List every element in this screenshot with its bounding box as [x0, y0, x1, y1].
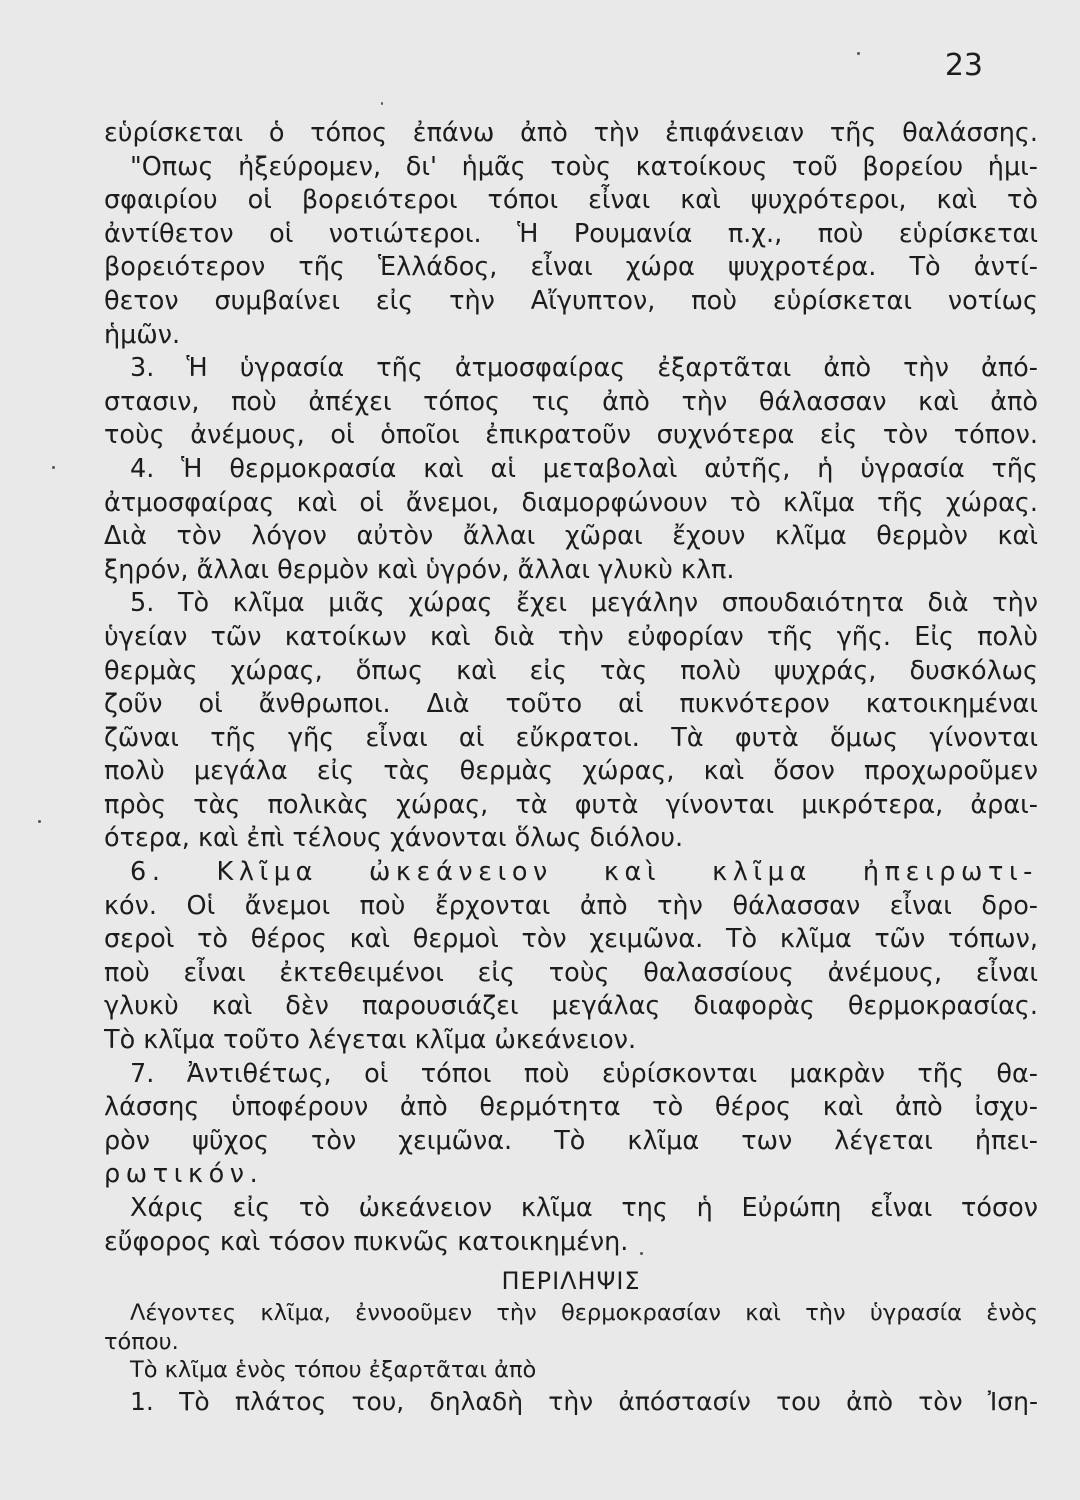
- paper-speck: [640, 1252, 643, 1255]
- text-line: ζοῦν οἱ ἄνθρωποι. Διὰ τοῦτο αἱ πυκνότερον κατοικημέναι: [104, 689, 1038, 720]
- text-line: 4. Ἡ θερμοκρασία καὶ αἱ μεταβολαὶ αὐτῆς, ἡ ὑγρασία τῆς: [130, 453, 1038, 484]
- text-line: "Οπως ἠξεύρομεν, δι' ἡμᾶς τοὺς κατοίκους τοῦ βορείου ἡμι-: [130, 151, 1038, 182]
- text-line: θετον συμβαίνει εἰς τὴν Αἴγυπτον, ποὺ εὑρίσκεται νοτίως: [104, 285, 1038, 316]
- text-line: ότερα, καὶ ἐπὶ τέλους χάνονται ὅλως διόλου.: [104, 823, 684, 854]
- summary-line: τόπου.: [104, 1328, 179, 1355]
- text-line: ἀτμοσφαίρας καὶ οἱ ἄνεμοι, διαμορφώνουν τὸ κλῖμα τῆς χώρας.: [104, 487, 1038, 518]
- text-line: γλυκὺ καὶ δὲν παρουσιάζει μεγάλας διαφορὰς θερμοκρασίας.: [104, 991, 1038, 1022]
- page-number: 23: [944, 48, 983, 83]
- text-line: πρὸς τὰς πολικὰς χώρας, τὰ φυτὰ γίνονται μικρότερα, ἀραι-: [104, 789, 1038, 820]
- text-line: ξηρόν, ἄλλαι θερμὸν καὶ ὑγρόν, ἄλλαι γλυκὺ κλπ.: [104, 554, 735, 585]
- summary-line: 1. Τὸ πλάτος του, δηλαδὴ τὴν ἀπόστασίν του ἀπὸ τὸν Ἰση-: [130, 1386, 1038, 1416]
- body-text: [104, 117, 1038, 1419]
- paper-speck: [381, 102, 383, 105]
- text-line: λάσσης ὑποφέρουν ἀπὸ θερμότητα τὸ θέρος καὶ ἀπὸ ἰσχυ-: [104, 1092, 1038, 1123]
- text-line: Χάρις εἰς τὸ ὠκεάνειον κλῖμα της ἡ Εὐρώπη εἶναι τόσον: [130, 1193, 1038, 1223]
- text-line: Τὸ κλῖμα τοῦτο λέγεται κλῖμα ὠκεάνειον.: [104, 1025, 637, 1056]
- text-line: σφαιρίου οἱ βορειότεροι τόποι εἶναι καὶ ψυχρότεροι, καὶ τὸ: [104, 185, 1038, 216]
- paper-speck: [38, 820, 41, 823]
- text-line: 5. Τὸ κλῖμα μιᾶς χώρας ἔχει μεγάλην σπουδαιότητα διὰ τὴν: [130, 588, 1038, 619]
- text-line: εὑρίσκεται ὁ τόπος ἐπάνω ἀπὸ τὴν ἐπιφάνειαν τῆς θαλάσσης.: [104, 118, 1038, 148]
- text-line: πολὺ μεγάλα εἰς τὰς θερμὰς χώρας, καὶ ὅσον προχωροῦμεν: [104, 756, 1038, 787]
- text-line: κόν. Οἱ ἄνεμοι ποὺ ἔρχονται ἀπὸ τὴν θάλασσαν εἶναι δρο-: [104, 890, 1038, 921]
- text-line: Διὰ τὸν λόγον αὐτὸν ἄλλαι χῶραι ἔχουν κλῖμα θερμὸν καὶ: [104, 521, 1038, 552]
- text-line: θερμὰς χώρας, ὅπως καὶ εἰς τὰς πολὺ ψυχράς, δυσκόλως: [104, 655, 1038, 686]
- summary-heading: ΠΕΡΙΛΗΨΙΣ: [501, 1267, 641, 1296]
- text-line: ρωτικόν.: [104, 1159, 264, 1190]
- text-line: ἡμῶν.: [104, 319, 181, 350]
- text-line: σεροὶ τὸ θέρος καὶ θερμοὶ τὸν χειμῶνα. Τὸ κλῖμα τῶν τόπων,: [104, 924, 1038, 955]
- text-line: 3. Ἡ ὑγρασία τῆς ἀτμοσφαίρας ἐξαρτᾶται ἀπὸ τὴν ἀπό-: [130, 353, 1038, 384]
- text-line: 7. Ἀντιθέτως, οἱ τόποι ποὺ εὑρίσκονται μακρὰν τῆς θα-: [130, 1058, 1038, 1089]
- summary-line: Τὸ κλῖμα ἑνὸς τόπου ἐξαρτᾶται ἀπὸ: [130, 1357, 537, 1384]
- paper-speck: [52, 466, 55, 469]
- paper-speck: [857, 52, 860, 55]
- text-line: εὔφορος καὶ τόσον πυκνῶς κατοικημένη.: [104, 1226, 629, 1257]
- text-line: ὑγείαν τῶν κατοίκων καὶ διὰ τὴν εὐφορίαν τῆς γῆς. Εἰς πολὺ: [104, 621, 1038, 652]
- summary-text: [104, 1299, 1038, 1419]
- text-line: ἀντίθετον οἱ νοτιώτεροι. Ἡ Ρουμανία π.χ., ποὺ εὑρίσκεται: [104, 218, 1038, 249]
- summary-line: Λέγοντες κλῖμα, ἐννοοῦμεν τὴν θερμοκρασίαν καὶ τὴν ὑγρασία ἑνὸς: [130, 1300, 1038, 1327]
- text-line: στασιν, ποὺ ἀπέχει τόπος τις ἀπὸ τὴν θάλασσαν καὶ ἀπὸ: [104, 386, 1038, 417]
- text-line: ζῶναι τῆς γῆς εἶναι αἱ εὔκρατοι. Τὰ φυτὰ ὅμως γίνονται: [104, 722, 1038, 753]
- section-title-line: 6. Κλῖμα ὠκεάνειον καὶ κλῖμα ἠπειρωτι-: [130, 857, 1038, 888]
- text-line: βορειότερον τῆς Ἑλλάδος, εἶναι χώρα ψυχροτέρα. Τὸ ἀντί-: [104, 252, 1038, 283]
- text-line: ποὺ εἶναι ἐκτεθειμένοι εἰς τοὺς θαλασσίους ἀνέμους, εἶναι: [104, 957, 1038, 988]
- text-line: ρὸν ψῦχος τὸν χειμῶνα. Τὸ κλῖμα των λέγεται ἠπει-: [104, 1125, 1038, 1156]
- text-line: τοὺς ἀνέμους, οἱ ὁποῖοι ἐπικρατοῦν συχνότερα εἰς τὸν τόπον.: [104, 420, 1038, 451]
